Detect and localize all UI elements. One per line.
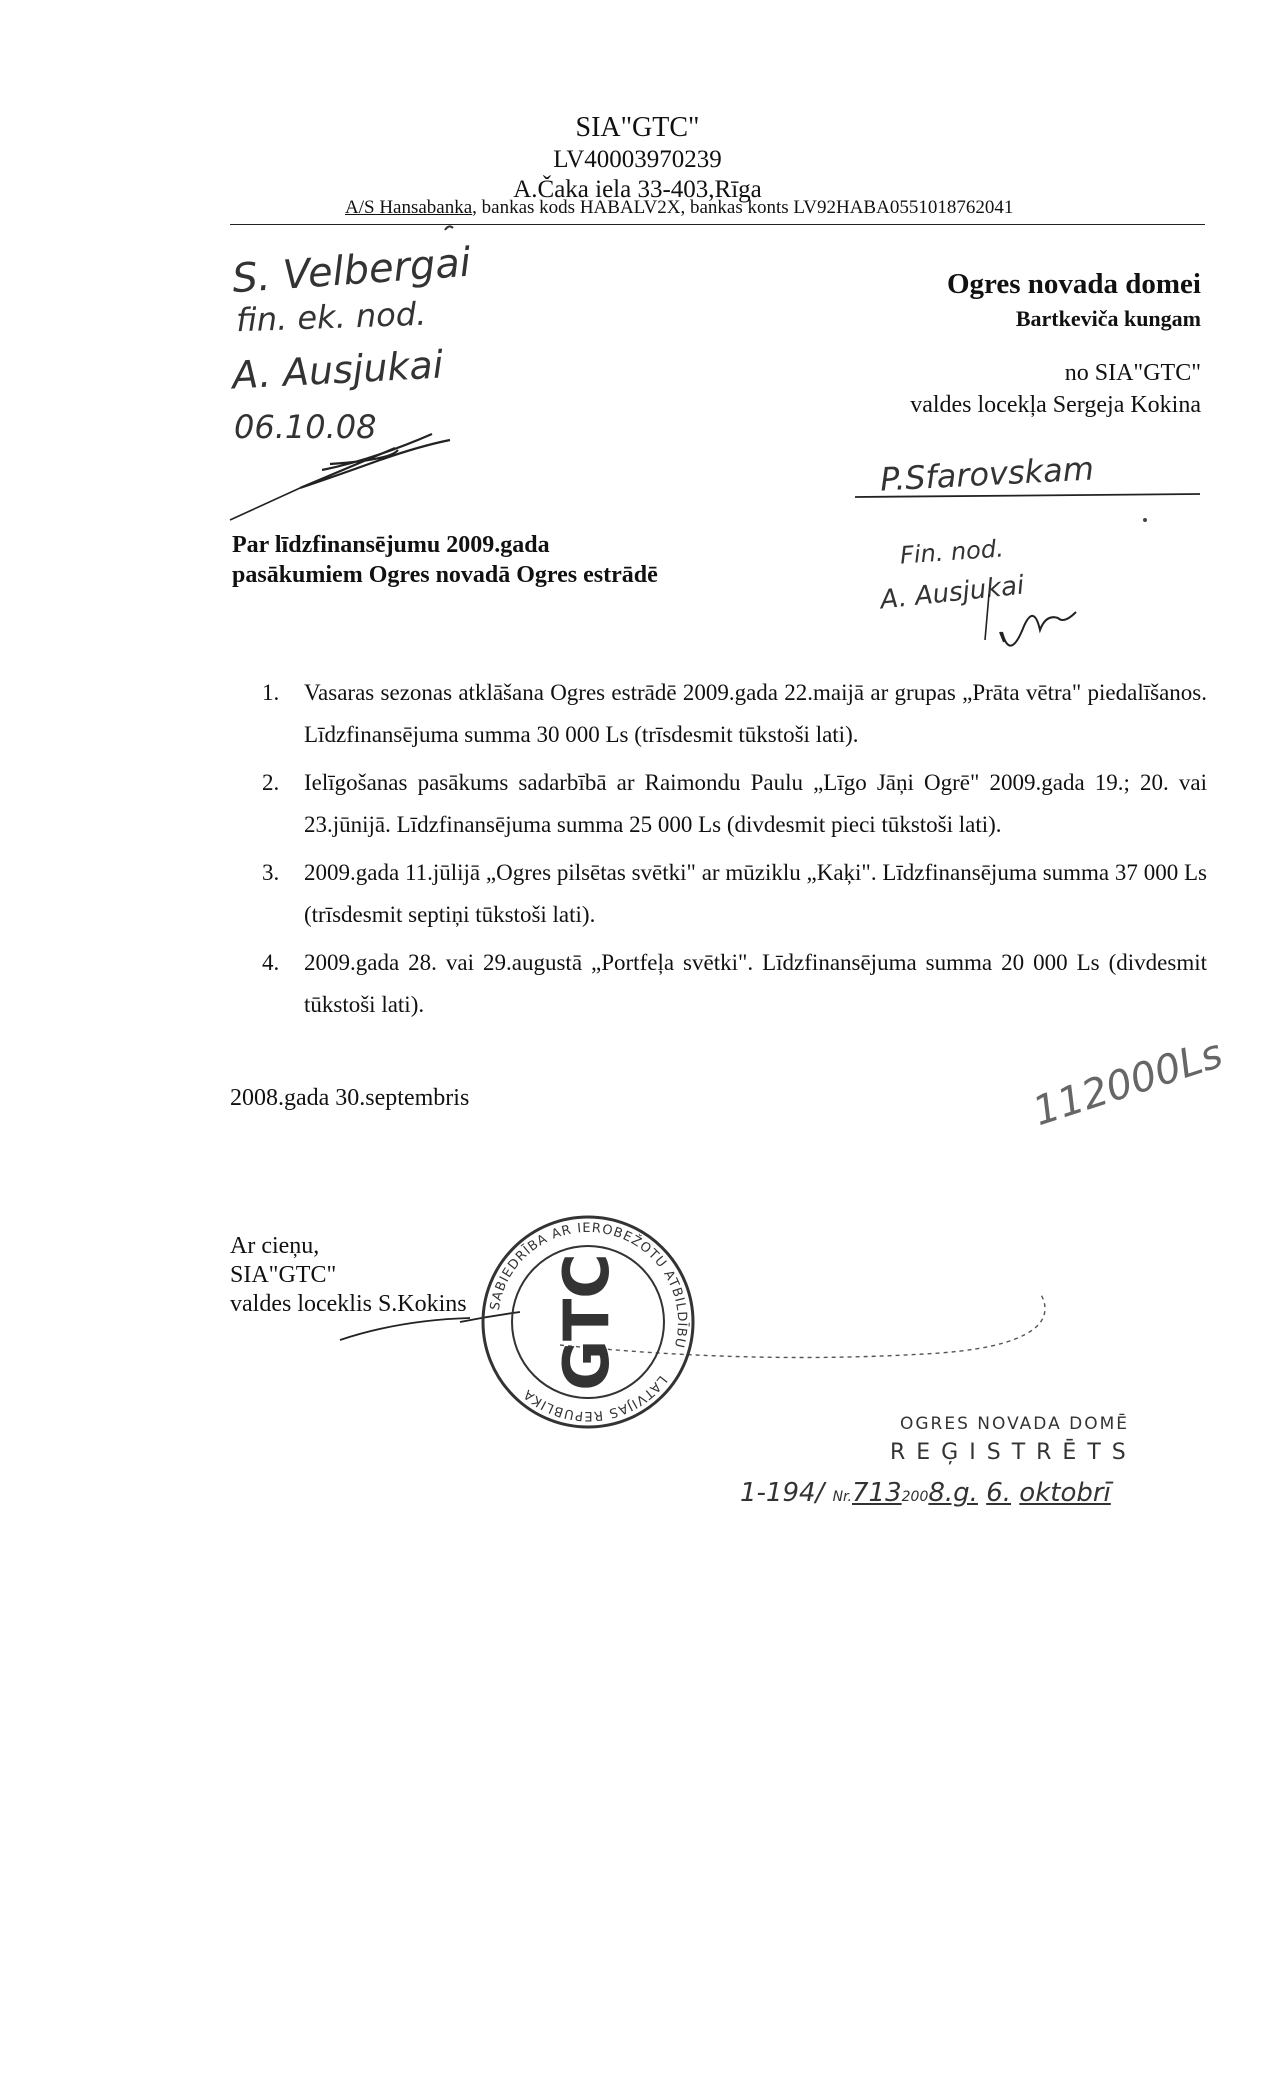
handwritten-note-right-recipient: P.Sfarovskam — [879, 449, 1095, 499]
handwritten-note-recipient: S. Velbergai — [230, 239, 473, 303]
signature-trail — [560, 1293, 1045, 1358]
handwritten-total-amount: 112000Ls — [1027, 1030, 1229, 1136]
registration-day: 6. — [986, 1478, 1012, 1508]
handwritten-note-person: A. Ausjukai — [230, 342, 445, 398]
letter-date: 2008.gada 30.septembris — [230, 1085, 470, 1111]
registration-entry — [740, 1478, 1111, 1508]
registration-month: oktobrī — [1019, 1478, 1111, 1508]
closing-greeting: Ar cieņu, — [230, 1233, 320, 1259]
subject-line-1: Par līdzfinansējumu 2009.gada — [232, 532, 550, 558]
registration-label: REĢISTRĒTS — [890, 1440, 1137, 1465]
recipient-name: Ogres novada domei — [946, 268, 1201, 300]
stamp-logo: GTC — [550, 1253, 623, 1391]
sender-company: no SIA"GTC" — [1064, 360, 1201, 386]
subject-line-2: pasākumiem Ogres novadā Ogres estrādē — [232, 562, 658, 588]
registration-index: 1-194/ — [740, 1478, 825, 1508]
stamp-ring-text-2: LATVIJAS REPUBLIKA — [520, 1372, 670, 1424]
right-signature-underline — [855, 494, 1200, 497]
item-number: 4. — [262, 950, 280, 975]
recipient-person: Bartkeviča kungam — [1015, 306, 1201, 331]
registration-number: LV40003970239 — [553, 146, 722, 173]
registration-nr-label: Nr. — [832, 1489, 852, 1505]
bank-name: A/S Hansabanka — [345, 197, 473, 218]
registration-year-prefix: 200 — [901, 1489, 929, 1505]
registration-nr-value: 713 — [851, 1478, 902, 1508]
stamp-ring-text: SABIEDRĪBA AR IEROBEŽOTU ATBILDĪBU — [487, 1220, 690, 1350]
item-text: 2009.gada 28. vai 29.augustā „Portfeļa svētki". Līdzfinansējuma summa 20 000 Ls (divdesmit tūkstoši lati). — [304, 950, 1207, 1017]
closing-company: SIA"GTC" — [230, 1262, 337, 1288]
item-number: 1. — [262, 680, 280, 705]
item-number: 3. — [262, 860, 280, 885]
handwritten-note-right-department: Fin. nod. — [899, 534, 1005, 570]
right-initials-signature — [985, 594, 1076, 646]
bank-account: , bankas kods HABALV2X, bankas konts LV92HABA0551018762041 — [472, 197, 1014, 218]
company-name: SIA"GTC" — [575, 112, 700, 143]
registration-title: OGRES NOVADA DOMĒ — [900, 1414, 1129, 1434]
handwritten-note-department: fin. ek. nod. — [235, 294, 427, 340]
company-address: A.Čaka iela 33-403,Rīga — [513, 176, 762, 203]
registration-year-suffix: 8.g. — [928, 1478, 978, 1508]
pen-mark — [445, 226, 453, 230]
sender-person: valdes locekļa Sergeja Kokina — [910, 392, 1201, 418]
closing-signature — [340, 1312, 520, 1340]
item-text: Vasaras sezonas atklāšana Ogres estrādē 2009.gada 22.maijā ar grupas „Prāta vētra" piedalīšanos. Līdzfinansējuma summa 30 000 Ls (trīsdesmit tūkstoši lati). — [304, 680, 1207, 747]
item-number: 2. — [262, 770, 280, 795]
handwritten-note-right-person: A. Ausjukai — [878, 570, 1026, 616]
company-stamp — [483, 1217, 693, 1427]
handwritten-note-date: 06.10.08 — [234, 408, 377, 446]
closing-signatory: valdes loceklis S.Kokins — [230, 1291, 467, 1317]
item-text: Ielīgošanas pasākums sadarbībā ar Raimondu Paulu „Līgo Jāņi Ogrē" 2009.gada 19.; 20. vai 23.jūnijā. Līdzfinansējuma summa 25 000 Ls (divdesmit pieci tūkstoši lati). — [304, 770, 1207, 837]
left-signature — [230, 434, 450, 520]
item-text: 2009.gada 11.jūlijā „Ogres pilsētas svētki" ar mūziklu „Kaķi". Līdzfinansējuma summa 37 000 Ls (trīsdesmit septiņi tūkstoši lati). — [304, 860, 1207, 927]
